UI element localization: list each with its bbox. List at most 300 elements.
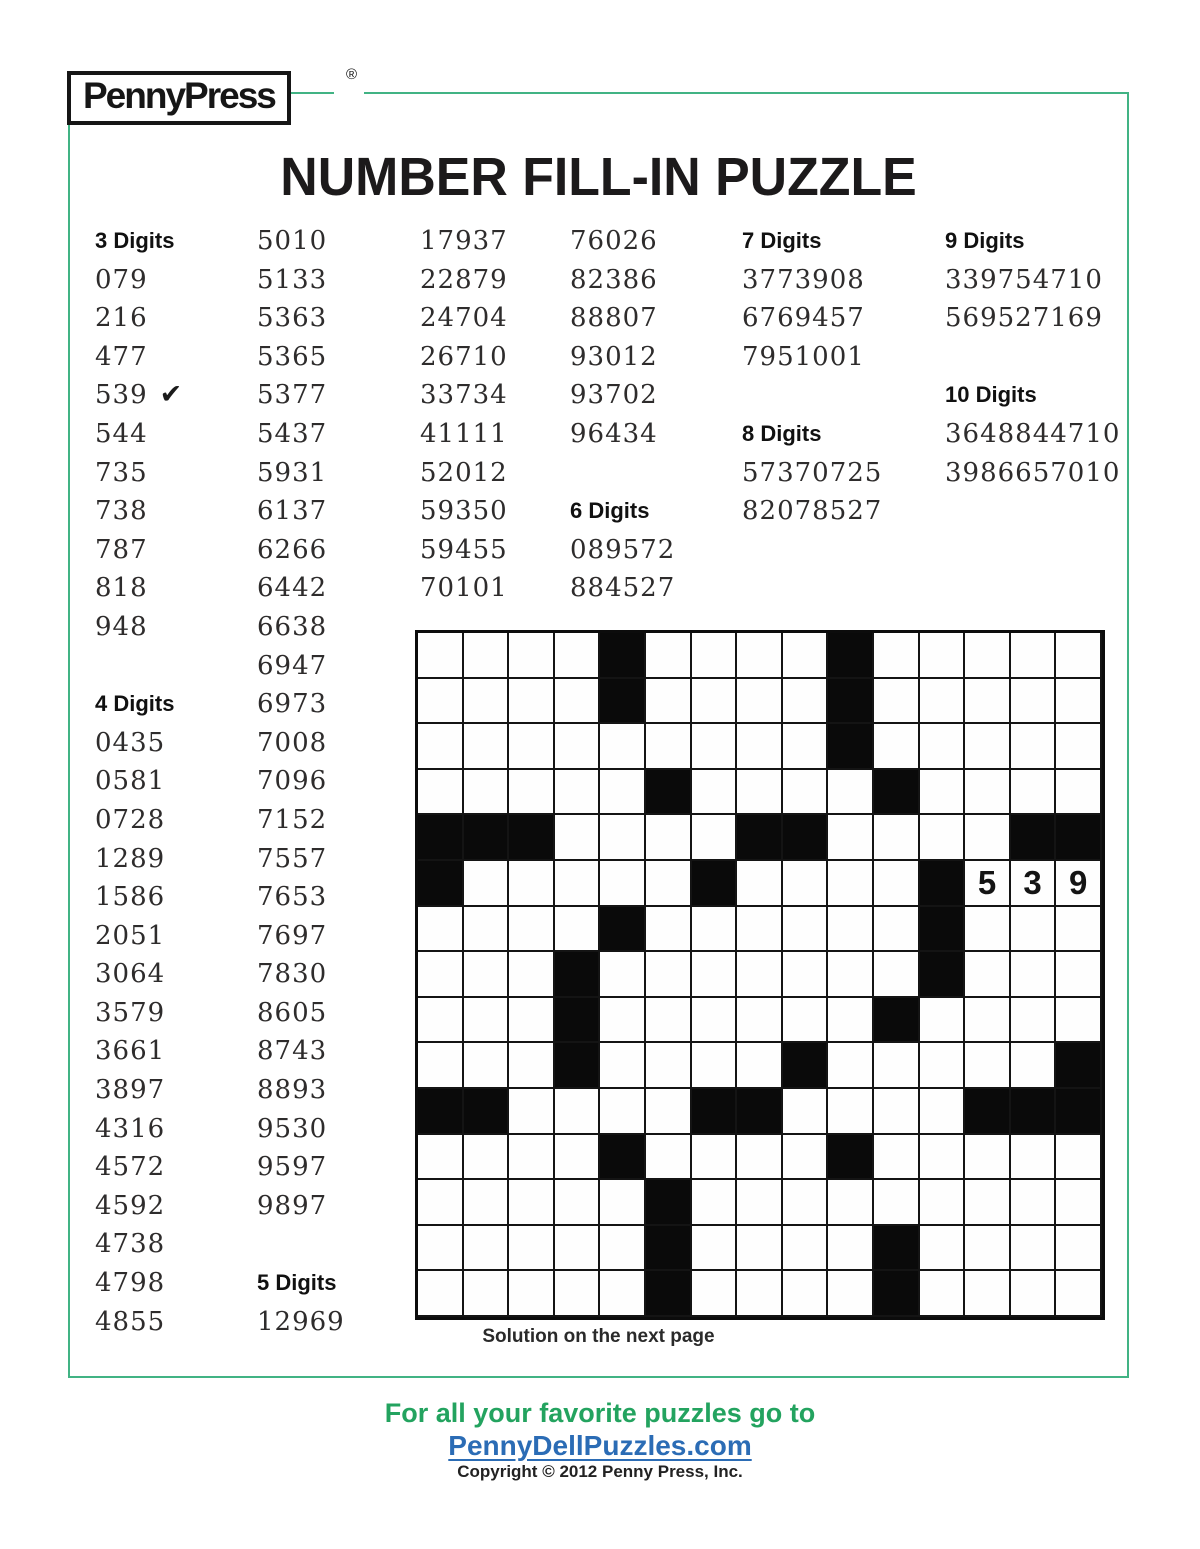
word-list-number: 3064	[95, 959, 166, 990]
grid-cell	[509, 1180, 555, 1226]
word-list-number: 544	[95, 418, 148, 449]
word-list-number: 82386	[570, 264, 658, 295]
grid-cell	[828, 952, 874, 998]
word-list-number: 17937	[420, 226, 508, 256]
word-list-header: 3 Digits	[95, 228, 175, 253]
grid-cell	[1011, 1135, 1057, 1181]
word-list-number: 4738	[95, 1229, 166, 1260]
grid-cell	[600, 861, 646, 907]
grid-cell	[509, 1089, 555, 1135]
word-list-number: 216	[95, 303, 148, 334]
grid-cell	[737, 770, 783, 816]
grid-cell	[737, 633, 783, 679]
grid-cell	[692, 1271, 738, 1317]
word-list-number: 539 ✔	[95, 379, 183, 411]
word-list-spacer	[95, 647, 182, 686]
grid-cell	[646, 724, 692, 770]
grid-cell	[920, 1043, 966, 1089]
grid-cell	[783, 1089, 829, 1135]
grid-cell	[418, 679, 464, 725]
word-list-number: 6137	[257, 496, 328, 527]
grid-cell	[828, 1226, 874, 1272]
grid-cell-black	[646, 1226, 692, 1272]
grid-cell	[828, 815, 874, 861]
grid-cell	[1011, 770, 1057, 816]
grid-cell	[783, 633, 829, 679]
grid-cell	[920, 1135, 966, 1181]
grid-cell	[965, 770, 1011, 816]
word-list-number: 1586	[95, 882, 166, 913]
word-list-number: 76026	[570, 226, 658, 256]
grid-cell	[737, 1180, 783, 1226]
grid-cell	[1011, 952, 1057, 998]
grid-cell	[1011, 907, 1057, 953]
grid-cell	[600, 1271, 646, 1317]
grid-cell	[555, 1135, 601, 1181]
grid-cell	[509, 1271, 555, 1317]
word-list-number: 7557	[257, 843, 328, 874]
page-title: NUMBER FILL-IN PUZZLE	[280, 147, 917, 207]
grid-cell	[965, 633, 1011, 679]
word-list-number: 3773908	[742, 264, 865, 295]
word-list-number: 22879	[420, 264, 508, 295]
grid-cell	[555, 724, 601, 770]
grid-cell	[828, 861, 874, 907]
word-list-header: 4 Digits	[95, 691, 175, 717]
grid-cell	[600, 1043, 646, 1089]
word-list-number: 7096	[257, 766, 328, 797]
grid-cell	[965, 952, 1011, 998]
grid-cell	[828, 907, 874, 953]
word-list-spacer	[742, 376, 882, 415]
word-list-number: 6442	[257, 573, 328, 604]
word-list-number: 3579	[95, 997, 166, 1028]
registered-trademark-icon: ®	[346, 66, 358, 83]
grid-cell	[874, 907, 920, 953]
grid-cell	[464, 633, 510, 679]
word-list-header: 7 Digits	[742, 228, 822, 253]
grid-cell	[509, 770, 555, 816]
grid-cell	[555, 907, 601, 953]
word-list-number: 7008	[257, 727, 328, 758]
grid-cell-black	[600, 1135, 646, 1181]
grid-cell	[783, 907, 829, 953]
word-list-number: 59455	[420, 534, 508, 565]
grid-cell	[692, 952, 738, 998]
grid-cell	[692, 679, 738, 725]
word-list-number: 477	[95, 341, 148, 372]
grid-cell	[600, 724, 646, 770]
grid-cell	[874, 861, 920, 907]
grid-cell	[464, 907, 510, 953]
grid-cell	[874, 952, 920, 998]
grid-cell	[464, 770, 510, 816]
word-list-column	[257, 222, 345, 1341]
grid-cell	[828, 1271, 874, 1317]
grid-cell	[828, 998, 874, 1044]
grid-cell-black	[509, 815, 555, 861]
grid-cell	[509, 861, 555, 907]
grid-cell	[965, 998, 1011, 1044]
grid-cell	[692, 1135, 738, 1181]
word-list-number: 93702	[570, 380, 658, 411]
grid-cell	[555, 815, 601, 861]
grid-cell	[692, 1226, 738, 1272]
grid-cell-black	[920, 907, 966, 953]
grid-cell	[646, 952, 692, 998]
word-list-number: 0435	[95, 727, 166, 758]
word-list-number: 8893	[257, 1075, 328, 1106]
grid-cell	[965, 724, 1011, 770]
grid-cell	[920, 1089, 966, 1135]
grid-cell-black	[874, 998, 920, 1044]
grid-cell	[555, 1226, 601, 1272]
solution-note: Solution on the next page	[482, 1326, 715, 1347]
grid-cell	[783, 1271, 829, 1317]
word-list-number: 4855	[95, 1306, 166, 1337]
grid-cell	[874, 1089, 920, 1135]
grid-cell	[1056, 907, 1102, 953]
grid-cell-black	[965, 1089, 1011, 1135]
word-list-number: 818	[95, 573, 148, 604]
grid-cell-black	[555, 1043, 601, 1089]
word-list-number: 12969	[257, 1306, 345, 1337]
frame-gap	[334, 86, 364, 98]
fill-in-grid	[415, 630, 1105, 1320]
grid-cell	[509, 724, 555, 770]
grid-cell-black	[874, 1226, 920, 1272]
grid-digit: 3	[1023, 863, 1042, 901]
grid-cell	[920, 633, 966, 679]
grid-cell	[692, 907, 738, 953]
word-list-spacer	[570, 454, 675, 493]
grid-cell-black	[600, 679, 646, 725]
grid-cell	[1011, 633, 1057, 679]
grid-cell-black	[1056, 1089, 1102, 1135]
grid-cell-black	[737, 1089, 783, 1135]
grid-cell-black	[600, 907, 646, 953]
grid-cell-black	[783, 815, 829, 861]
grid-cell	[509, 1226, 555, 1272]
grid-cell	[920, 1180, 966, 1226]
grid-cell	[600, 1180, 646, 1226]
copyright-notice: Copyright © 2012 Penny Press, Inc.	[457, 1462, 743, 1481]
grid-cell	[1011, 861, 1057, 907]
grid-cell	[555, 1089, 601, 1135]
word-list-number: 3661	[95, 1036, 166, 1067]
grid-cell-black	[646, 1180, 692, 1226]
footer-tagline: For all your favorite puzzles go to	[384, 1398, 816, 1428]
word-list-number: 2051	[95, 920, 166, 951]
word-list-number: 1289	[95, 843, 166, 874]
grid-cell	[600, 1089, 646, 1135]
grid-cell	[828, 1089, 874, 1135]
grid-cell	[646, 998, 692, 1044]
grid-cell	[509, 907, 555, 953]
grid-cell-black	[418, 815, 464, 861]
grid-cell	[965, 815, 1011, 861]
pennydellpuzzles-link[interactable]: PennyDellPuzzles.com	[448, 1430, 752, 1461]
word-list-number: 7152	[257, 804, 328, 835]
grid-cell-black	[692, 861, 738, 907]
grid-cell	[920, 1271, 966, 1317]
word-list-number: 3986657010	[945, 457, 1121, 488]
grid-cell-black	[920, 861, 966, 907]
grid-cell	[920, 679, 966, 725]
grid-cell	[783, 770, 829, 816]
grid-cell	[828, 1180, 874, 1226]
grid-cell	[965, 907, 1011, 953]
word-list-number: 52012	[420, 457, 508, 488]
grid-cell	[828, 770, 874, 816]
word-list-number: 9530	[257, 1113, 328, 1144]
grid-cell	[418, 1226, 464, 1272]
grid-cell	[692, 770, 738, 816]
word-list-number: 7697	[257, 920, 328, 951]
grid-cell	[783, 679, 829, 725]
grid-cell	[737, 1135, 783, 1181]
grid-cell-black	[1011, 815, 1057, 861]
grid-cell	[600, 998, 646, 1044]
grid-cell	[418, 952, 464, 998]
grid-cell	[737, 861, 783, 907]
grid-cell	[1056, 1226, 1102, 1272]
grid-cell	[874, 1135, 920, 1181]
grid-cell-black	[1056, 815, 1102, 861]
grid-cell	[692, 815, 738, 861]
grid-cell	[965, 679, 1011, 725]
grid-cell	[965, 1043, 1011, 1089]
grid-cell	[418, 998, 464, 1044]
grid-cell	[874, 679, 920, 725]
grid-cell	[646, 679, 692, 725]
grid-cell	[783, 1135, 829, 1181]
grid-cell-black	[828, 633, 874, 679]
grid-cell	[464, 724, 510, 770]
word-list-number: 735	[95, 457, 148, 488]
word-list-number: 7951001	[742, 341, 865, 372]
grid-cell-black	[418, 861, 464, 907]
grid-cell-black	[783, 1043, 829, 1089]
word-list-number: 339754710	[945, 264, 1103, 295]
grid-cell	[418, 1135, 464, 1181]
word-list-number: 59350	[420, 496, 508, 527]
grid-cell-black	[600, 633, 646, 679]
grid-cell	[464, 1043, 510, 1089]
grid-cell	[646, 861, 692, 907]
grid-cell	[464, 1135, 510, 1181]
word-list-number: 57370725	[742, 457, 883, 488]
grid-cell	[600, 952, 646, 998]
grid-digit: 9	[1069, 863, 1088, 901]
grid-cell	[1011, 724, 1057, 770]
grid-cell	[464, 1271, 510, 1317]
checkmark-icon: ✔	[159, 379, 183, 411]
grid-cell	[737, 1226, 783, 1272]
grid-cell	[920, 1226, 966, 1272]
grid-cell	[646, 907, 692, 953]
word-list-header: 10 Digits	[945, 382, 1037, 408]
word-list-number: 738	[95, 496, 148, 527]
word-list-number: 5010	[257, 226, 328, 256]
grid-cell	[920, 815, 966, 861]
grid-cell	[418, 724, 464, 770]
word-list-number: 7830	[257, 959, 328, 990]
grid-cell	[1056, 952, 1102, 998]
grid-cell	[874, 633, 920, 679]
grid-cell-black	[737, 815, 783, 861]
grid-cell	[1011, 1226, 1057, 1272]
grid-cell	[1056, 679, 1102, 725]
grid-cell	[965, 1135, 1011, 1181]
word-list-number: 70101	[420, 573, 508, 604]
grid-cell	[783, 724, 829, 770]
word-list-number: 9597	[257, 1152, 328, 1183]
grid-cell-black	[874, 770, 920, 816]
grid-cell	[920, 724, 966, 770]
grid-cell	[965, 1180, 1011, 1226]
grid-cell	[874, 1180, 920, 1226]
grid-cell-black	[646, 1271, 692, 1317]
grid-cell	[509, 1135, 555, 1181]
grid-cell	[509, 1043, 555, 1089]
grid-cell	[783, 998, 829, 1044]
grid-cell	[692, 998, 738, 1044]
grid-cell	[555, 633, 601, 679]
word-list-number: 8605	[257, 997, 328, 1028]
grid-cell	[509, 952, 555, 998]
word-list-number: 26710	[420, 341, 508, 372]
grid-cell	[692, 724, 738, 770]
word-list-column	[420, 222, 508, 608]
grid-cell	[646, 815, 692, 861]
grid-cell	[464, 1226, 510, 1272]
grid-cell	[555, 1180, 601, 1226]
word-list-number: 6947	[257, 650, 328, 681]
grid-cell-black	[692, 1089, 738, 1135]
word-list-number: 4316	[95, 1113, 166, 1144]
word-list-column	[95, 222, 182, 1341]
grid-cell	[418, 1180, 464, 1226]
grid-cell	[464, 861, 510, 907]
grid-cell	[692, 633, 738, 679]
grid-cell	[1056, 724, 1102, 770]
grid-cell-black	[555, 952, 601, 998]
pennypress-logo-text: PennyPress	[83, 75, 275, 116]
grid-cell	[737, 1271, 783, 1317]
grid-cell	[692, 1043, 738, 1089]
grid-cell-black	[464, 1089, 510, 1135]
grid-cell	[418, 1043, 464, 1089]
grid-cell	[737, 1043, 783, 1089]
grid-cell	[1056, 1135, 1102, 1181]
grid-cell	[1056, 1271, 1102, 1317]
word-list-header: 6 Digits	[570, 498, 650, 524]
grid-cell-black	[828, 1135, 874, 1181]
grid-cell	[418, 633, 464, 679]
grid-cell	[874, 815, 920, 861]
word-list-header: 8 Digits	[742, 420, 822, 446]
grid-cell	[1011, 1180, 1057, 1226]
fill-in-grid-cells	[418, 633, 1102, 1317]
grid-digit: 5	[977, 863, 997, 901]
grid-cell	[1011, 679, 1057, 725]
grid-cell	[828, 1043, 874, 1089]
grid-cell	[737, 998, 783, 1044]
word-list-number: 9897	[257, 1190, 328, 1221]
grid-cell-black	[828, 679, 874, 725]
word-list-number: 41111	[420, 418, 508, 449]
grid-cell	[1011, 998, 1057, 1044]
grid-cell-black	[874, 1271, 920, 1317]
grid-cell	[737, 907, 783, 953]
grid-cell	[920, 998, 966, 1044]
grid-cell	[418, 1271, 464, 1317]
grid-cell	[874, 1043, 920, 1089]
grid-cell	[965, 1226, 1011, 1272]
grid-cell	[464, 679, 510, 725]
word-list-spacer	[257, 1225, 345, 1264]
word-list-number: 6769457	[742, 303, 865, 334]
grid-cell-black	[828, 724, 874, 770]
footer-link-row	[0, 1430, 1200, 1462]
pennypress-logo	[67, 71, 291, 125]
grid-cell	[1011, 1271, 1057, 1317]
grid-cell	[418, 770, 464, 816]
grid-cell	[1056, 770, 1102, 816]
word-list-number: 6266	[257, 534, 328, 565]
grid-cell	[1056, 1180, 1102, 1226]
grid-cell	[509, 998, 555, 1044]
grid-cell	[646, 633, 692, 679]
grid-cell	[418, 907, 464, 953]
word-list-number: 5931	[257, 457, 328, 488]
word-list-column	[945, 222, 1120, 492]
word-list-spacer	[945, 338, 1120, 377]
word-list-number: 33734	[420, 380, 508, 411]
word-list-number: 6638	[257, 611, 328, 642]
word-list-number: 88807	[570, 303, 658, 334]
word-list-number: 96434	[570, 418, 658, 449]
word-list-number: 24704	[420, 303, 508, 334]
grid-cell	[1056, 633, 1102, 679]
word-list-number: 5377	[257, 380, 328, 411]
word-list-number: 5133	[257, 264, 328, 295]
word-list-number: 4572	[95, 1152, 166, 1183]
word-list-number: 3897	[95, 1075, 166, 1106]
grid-cell	[874, 724, 920, 770]
grid-cell-black	[1056, 1043, 1102, 1089]
grid-cell	[737, 724, 783, 770]
word-list-number: 089572	[570, 534, 676, 565]
grid-cell	[464, 1180, 510, 1226]
word-list-number: 0581	[95, 766, 166, 797]
word-list-number: 569527169	[945, 303, 1103, 334]
grid-cell-black	[464, 815, 510, 861]
grid-cell	[600, 770, 646, 816]
word-list-number: 079	[95, 264, 148, 295]
grid-cell-black	[418, 1089, 464, 1135]
word-list-number: 4798	[95, 1268, 166, 1299]
grid-cell	[692, 1180, 738, 1226]
word-list-header: 5 Digits	[257, 1270, 337, 1296]
grid-cell	[600, 1226, 646, 1272]
word-list-number: 5363	[257, 303, 328, 334]
grid-cell	[1056, 861, 1102, 907]
word-list-number: 82078527	[742, 496, 883, 527]
grid-cell	[646, 1043, 692, 1089]
word-list-number: 6973	[257, 689, 328, 720]
